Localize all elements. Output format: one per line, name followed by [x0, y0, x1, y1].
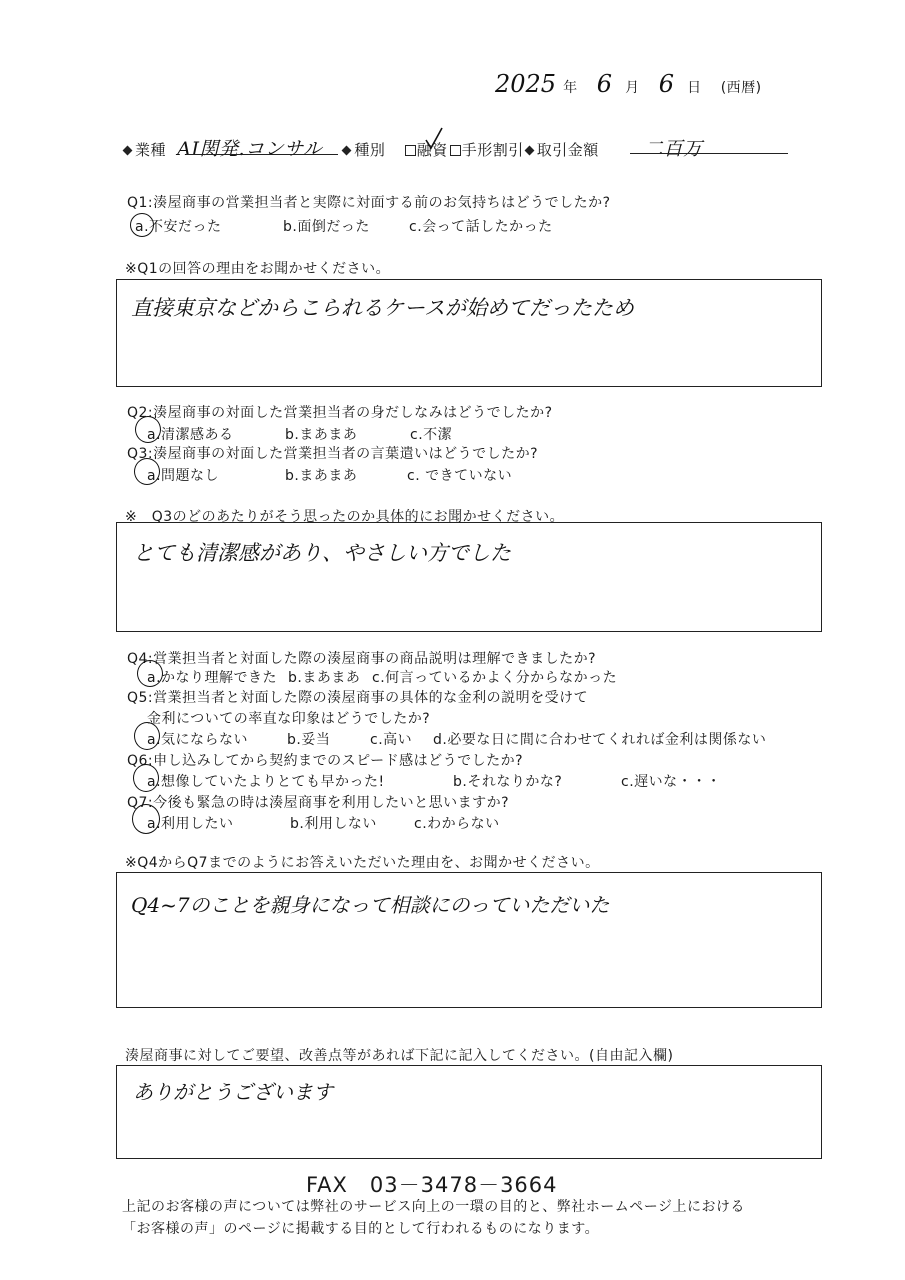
answer-circle-q1 [130, 213, 154, 237]
amount-label: 取引金額 [536, 141, 599, 159]
q7-option-c: c.わからない [414, 816, 500, 832]
q4-option-a: a.かなり理解できた [147, 670, 278, 686]
checkbox-icon [405, 145, 416, 156]
fax-number: FAX 03－3478－3664 [306, 1173, 558, 1197]
free-comment-answer: ありがとうございます [133, 1080, 333, 1104]
q5-question-line2: 金利についての率直な印象はどうでしたか? [147, 711, 431, 727]
q6-option-a: a.想像していたよりとても早かった! [147, 774, 385, 790]
date-day-unit: 日 [687, 80, 702, 96]
footer-note-1: 上記のお客様の声については弊社のサービス向上の一環の目的と、弊社ホームページ上における [122, 1199, 745, 1215]
q7-option-b: b.利用しない [290, 816, 377, 832]
q6-question: Q6:申し込みしてから契約までのスピード感はどうでしたか? [127, 753, 524, 769]
q7-option-a: a.利用したい [147, 816, 234, 832]
q1-option-c: c.会って話したかった [409, 219, 553, 235]
free-prompt: 湊屋商事に対してご要望、改善点等があれば下記に記入してください。(自由記入欄) [125, 1048, 674, 1064]
q2-option-c: c.不潔 [410, 427, 453, 443]
q3-reason-answer: とても清潔感があり、やさしい方でした [133, 541, 511, 565]
q5-question-line1: Q5:営業担当者と対面した際の湊屋商事の具体的な金利の説明を受けて [127, 690, 589, 706]
amount-underline [630, 153, 788, 154]
diamond-bullet-icon [524, 146, 534, 156]
footer-note-2: 「お客様の声」のページに掲載する目的として行われるものになります。 [122, 1221, 600, 1237]
type-option-loan: 融資 [416, 141, 448, 159]
industry-underline [186, 154, 338, 155]
q1-question: Q1:湊屋商事の営業担当者と実際に対面する前のお気持ちはどうでしたか? [127, 195, 611, 211]
industry-value: AI関発.コンサル [177, 138, 323, 160]
type-label: 種別 [354, 141, 386, 159]
q7-reason-prompt: ※Q4からQ7までのようにお答えいただいた理由を、お聞かせください。 [125, 855, 600, 871]
answer-circle-q7 [132, 804, 160, 834]
answer-circle-q4 [137, 660, 163, 687]
answer-circle-q2 [135, 416, 161, 443]
q4-q7-reason-answer: Q4~7のことを親身になって相談にのっていただいた [131, 893, 610, 917]
answer-circle-q5 [134, 722, 160, 750]
q3-option-b: b.まあまあ [285, 468, 358, 484]
q5-option-b: b.妥当 [287, 732, 331, 748]
q5-option-c: c.高い [370, 732, 413, 748]
header-row [122, 134, 703, 161]
q5-option-a: a.気にならない [147, 732, 249, 748]
q7-question: Q7:今後も緊急の時は湊屋商事を利用したいと思いますか? [127, 795, 510, 811]
q3-question: Q3:湊屋商事の対面した営業担当者の言葉遣いはどうでしたか? [127, 446, 539, 462]
date-year: 2025 [495, 70, 557, 98]
q4-question: Q4:営業担当者と対面した際の湊屋商事の商品説明は理解できましたか? [127, 651, 597, 667]
date-era: (西暦) [720, 80, 762, 96]
diamond-bullet-icon [123, 146, 133, 156]
answer-circle-q6 [133, 764, 159, 792]
q1-reason-prompt: ※Q1の回答の理由をお聞かせください。 [125, 261, 391, 277]
q3-reason-prompt: ※ Q3のどのあたりがそう思ったのか具体的にお聞かせください。 [125, 509, 565, 525]
q4-q7-reason-box [116, 872, 822, 1008]
date-year-unit: 年 [563, 80, 578, 96]
date-line [495, 70, 762, 98]
checkmark-icon [424, 126, 444, 152]
q2-option-b: b.まあまあ [285, 427, 358, 443]
type-option-bill: 手形割引 [461, 141, 524, 159]
q1-reason-answer: 直接東京などからこられるケースが始めてだったため [131, 296, 634, 320]
date-month: 6 [596, 70, 613, 98]
date-month-unit: 月 [625, 80, 640, 96]
q5-option-d: d.必要な日に間に合わせてくれれば金利は関係ない [433, 732, 767, 748]
q3-option-a: a.問題なし [147, 468, 220, 484]
q3-option-c: c. できていない [407, 468, 513, 484]
diamond-bullet-icon [342, 146, 352, 156]
answer-circle-q3 [134, 458, 160, 485]
q6-option-b: b.それなりかな? [453, 774, 563, 790]
q2-option-a: a.清潔感ある [147, 427, 234, 443]
q2-question: Q2:湊屋商事の対面した営業担当者の身だしなみはどうでしたか? [127, 405, 553, 421]
q3-reason-box [116, 522, 822, 632]
q1-option-b: b.面倒だった [283, 219, 370, 235]
q4-option-b: b.まあまあ [288, 670, 361, 686]
amount-value: 二百万 [644, 138, 703, 160]
industry-label: 業種 [135, 141, 167, 159]
q4-option-c: c.何言っているかよく分からなかった [372, 670, 618, 686]
q6-option-c: c.遅いな・・・ [621, 774, 722, 790]
date-day: 6 [658, 70, 675, 98]
free-comment-box [116, 1065, 822, 1159]
checkbox-icon [450, 145, 461, 156]
q1-reason-box [116, 279, 822, 387]
q1-option-a: a.不安だった [135, 219, 222, 235]
